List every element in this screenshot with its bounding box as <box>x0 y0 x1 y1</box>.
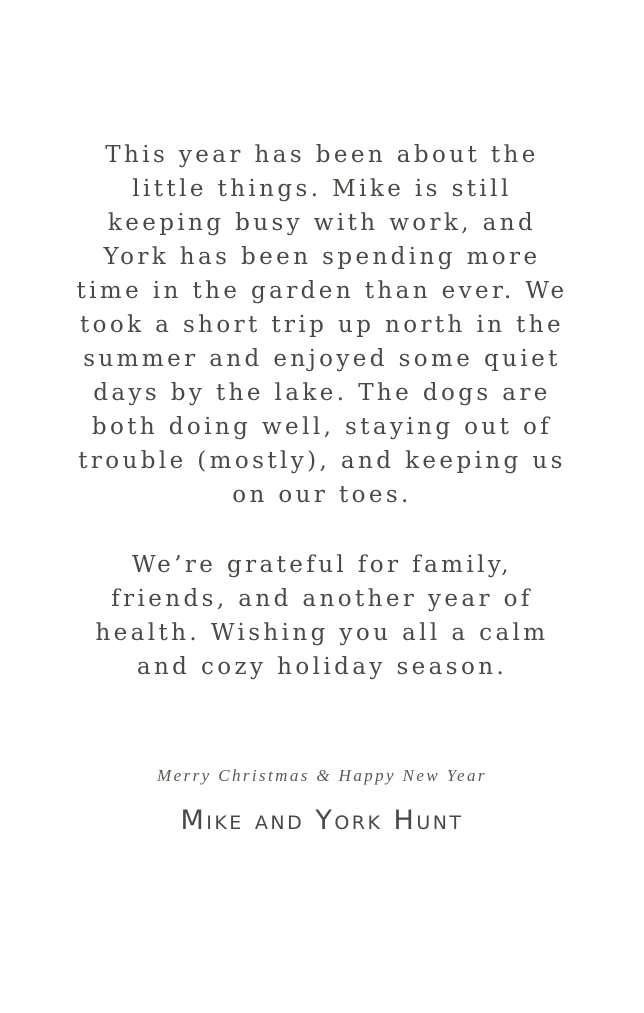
signature: Mike and York Hunt <box>180 805 464 836</box>
letter-paragraph-1: This year has been about the little things. Mike is still keeping busy with work, and York has been spending more time in the garden than ever. We took a short trip up north in the summer and enjoyed some quiet days by the lake. The dogs are both doing well, staying out of trouble (mostly), and keeping us on our toes. <box>76 142 568 508</box>
letter-paragraph-2: We’re grateful for family, friends, and another year of health. Wishing you all a calm and cozy holiday season. <box>95 552 549 680</box>
holiday-greeting: Merry Christmas & Happy New Year <box>157 766 487 785</box>
